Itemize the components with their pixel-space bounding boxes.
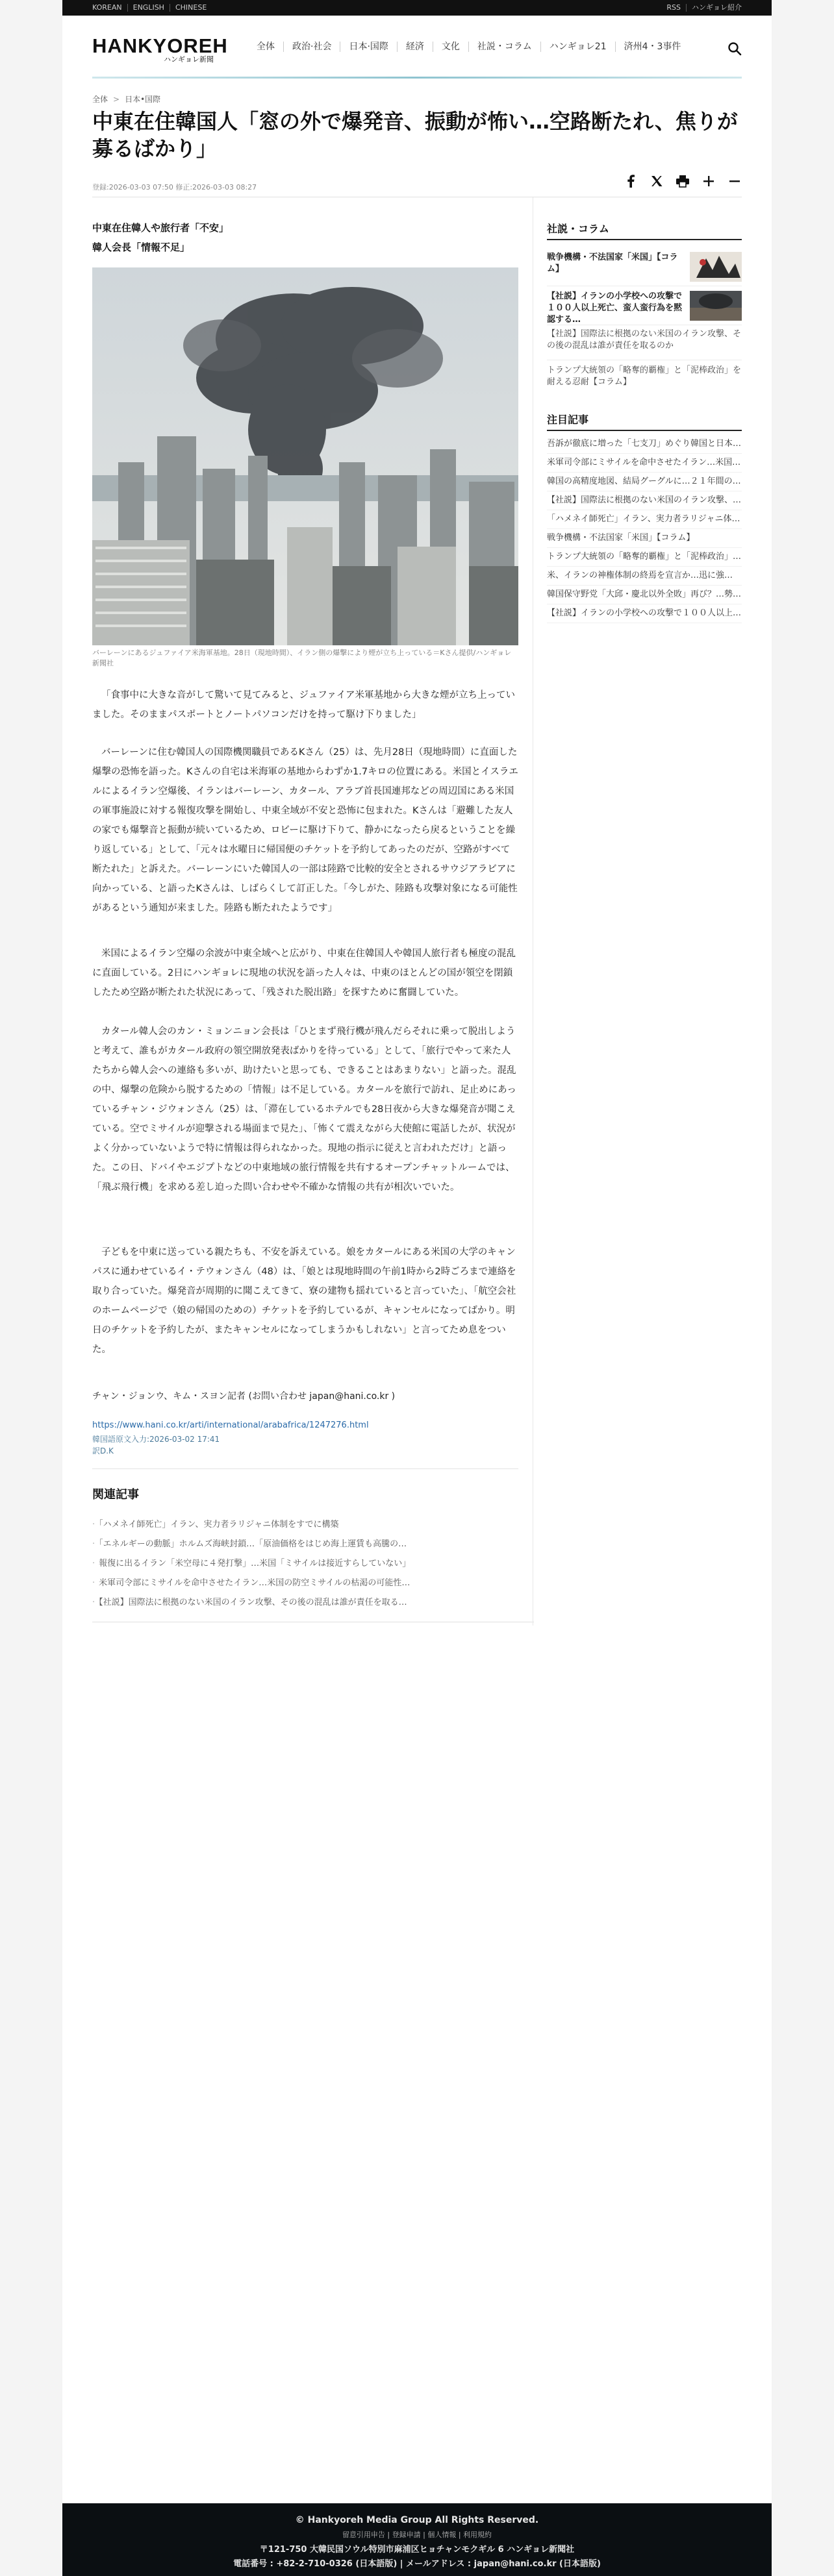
site-logo[interactable] bbox=[92, 36, 228, 64]
bullet-icon: · bbox=[92, 1520, 95, 1530]
logo-subtext: ハンギョレ新聞 bbox=[164, 55, 214, 64]
print-icon bbox=[676, 175, 690, 188]
footer-contact: 電話番号 : +82-2-710-0326 (日本語版) | メールアドレス : japan@hani.co.kr (日本語版) bbox=[233, 2559, 601, 2569]
site-header bbox=[92, 16, 742, 78]
breadcrumb bbox=[92, 93, 160, 105]
popular-article-link[interactable]: 【社説】国際法に根拠のない米国のイラン攻撃、… bbox=[547, 491, 742, 510]
nav-item-hankyoreh21[interactable]: ハンギョレ21 bbox=[540, 42, 615, 52]
sidebar-title-rule bbox=[547, 239, 742, 240]
sidebar-title-rule bbox=[547, 430, 742, 431]
article-subtitle: 中東在住韓人や旅行者「不安」 bbox=[92, 222, 229, 234]
bullet-icon: · bbox=[92, 1539, 95, 1549]
column-item-thumbnail bbox=[690, 291, 742, 321]
bullet-icon: · bbox=[92, 1598, 95, 1607]
related-article-link[interactable]: · 米軍司令部にミサイルを命中させたイラン…米国の防空ミサイルの枯渇の可能性… bbox=[92, 1578, 411, 1588]
article-body bbox=[92, 197, 534, 1626]
article-headline: 中東在住韓国人「窓の外で爆発音、振動が怖い…空路断たれ、焦りが募るばかり」 bbox=[92, 109, 738, 161]
column-item-title: 【社説】イランの小学校への攻撃で１００人以上死亡、蛮人蛮行為を黙認する… bbox=[547, 291, 683, 325]
article-paragraph: バーレーンに住む韓国人の国際機関職員であるKさん（25）は、先月28日（現地時間）に直面した爆撃の恐怖を語った。Kさんの自宅は米海軍の基地からわずか1.7キロの位置にある。米国とイスラエルによるイラン空爆後、イランはバーレーン、カタール、アラブ首長国連邦などの周辺国にある米国の軍事施設に対する報復攻撃を開始し、中東全域が不安と恐怖に包まれた。Kさんは「避難した友人の家でも爆撃音と振動が続いているため、ロビーに駆け下りて、静かになったら戻るということを繰り返している」として、「元々は水曜日に帰国便のチケットを予約してあったのだが、空路がすべて断たれた」と訴えた。バーレーンにいた韓国人の一部は陸路で比較的安全とされるサウジアラビアに向かっている、と語ったKさんは、しばらくして訂正した。「今しがた、陸路も攻撃対象になる可能性があるという通知が来ました。陸路も断たれたようです」 bbox=[92, 747, 518, 913]
article-dates: 登録:2026-03-03 07:50 修正:2026-03-03 08:27 bbox=[92, 183, 257, 192]
related-article-link[interactable]: · 【社説】国際法に根拠のない米国のイラン攻撃、その後の混乱は誰が責任を取る… bbox=[92, 1598, 407, 1607]
facebook-share-button[interactable] bbox=[624, 174, 638, 188]
nav-item-editorial-column[interactable]: 社説・コラム bbox=[468, 42, 540, 52]
article-byline: チャン・ジョンウ、キム・スヨン記者 (お問い合わせ japan@hani.co.kr ) bbox=[92, 1391, 396, 1402]
footer-links[interactable]: 留意引用申告 | 登録申請 | 個人情報 | 利用規約 bbox=[342, 2531, 492, 2539]
nav-item-all[interactable]: 全体 bbox=[257, 42, 275, 52]
related-articles-title: 関連記事 bbox=[92, 1488, 139, 1502]
nav-item-politics-society[interactable]: 政治·社会 bbox=[283, 42, 340, 52]
photo-caption: バーレーンにあるジュファイア米海軍基地。28日（現地時間）、イラン側の爆撃により煙が立ち上っている＝Kさん提供/ハンギョレ新聞社 bbox=[92, 649, 512, 667]
nav-item-economy[interactable]: 経済 bbox=[397, 42, 433, 52]
x-icon bbox=[650, 175, 663, 188]
column-item-thumbnail bbox=[690, 252, 742, 282]
bullet-icon: · bbox=[92, 1559, 95, 1568]
popular-article-link[interactable]: 米、イランの神権体制の終焉を宣言か…迅に強… bbox=[547, 567, 742, 586]
nav-item-jeju43[interactable]: 済州4・3事件 bbox=[615, 42, 690, 52]
search-icon[interactable] bbox=[727, 42, 742, 56]
column-item-title: トランプ大統領の「略奪的覇権」と「泥棒政治」を耐える忍耐【コラム】 bbox=[547, 365, 742, 387]
about-link[interactable]: ハンギョレ紹介 bbox=[692, 3, 742, 12]
column-item[interactable] bbox=[547, 365, 742, 388]
article-paragraph: 「食事中に大きな音がして驚いて見てみると、ジュファイア米軍基地から大きな煙が立ち上っていました。そのままパスポートとノートパソコンだけを持って駆け下りました」 bbox=[92, 690, 515, 720]
popular-article-link[interactable]: 吾訴が徹底に増った「七支刀」めぐり韓国と日本… bbox=[547, 435, 742, 454]
popular-article-link[interactable]: 「ハメネイ師死亡」イラン、実力者ラリジャニ体… bbox=[547, 510, 742, 529]
related-article-link[interactable]: · 報復に出るイラン「米空母に４発打撃」…米国「ミサイルは接近すらしていない」 bbox=[92, 1559, 411, 1568]
popular-article-link[interactable]: 米軍司令部にミサイルを命中させたイラン…米国… bbox=[547, 454, 742, 473]
rss-link[interactable]: RSS bbox=[661, 4, 687, 12]
popular-article-link[interactable]: 【社説】イランの小学校への攻撃で１００人以上… bbox=[547, 604, 742, 623]
breadcrumb-item-all[interactable]: 全体 bbox=[92, 95, 108, 104]
utility-bar bbox=[62, 0, 772, 16]
site-footer bbox=[62, 2503, 772, 2576]
related-articles-list bbox=[92, 1515, 518, 1613]
article-photo-image bbox=[92, 267, 518, 645]
lang-chinese-link[interactable]: CHINESE bbox=[175, 3, 207, 12]
utility-right-links bbox=[661, 4, 742, 12]
sidebar-column-title[interactable]: 社説・コラム bbox=[547, 223, 609, 235]
popular-article-link[interactable]: 戦争機構・不法国家「米国」【コラム】 bbox=[547, 529, 742, 548]
lang-english-link[interactable]: ENGLISH bbox=[128, 4, 170, 12]
nav-item-japan-international[interactable]: 日本·国際 bbox=[340, 42, 396, 52]
column-item[interactable] bbox=[547, 252, 742, 275]
column-item-title: 戦争機構・不法国家「米国」【コラム】 bbox=[547, 253, 678, 274]
print-button[interactable] bbox=[676, 174, 690, 188]
popular-articles-list bbox=[547, 435, 742, 623]
related-article-link[interactable]: · 「エネルギーの動脈」ホルムズ海峡封鎖…「原油価格をはじめ海上運賃も高騰の… bbox=[92, 1539, 407, 1549]
column-item-title: 【社説】国際法に根拠のない米国のイラン攻撃、その後の混乱は誰が責任を取るのか bbox=[547, 329, 742, 351]
main-nav bbox=[248, 42, 689, 52]
logo-wordmark: HANKYOREH bbox=[92, 34, 228, 57]
article-photo[interactable] bbox=[92, 267, 518, 645]
article-paragraph: 子どもを中東に送っている親たちも、不安を訴えている。娘をカタールにある米国の大学のキャンパスに通わせているイ・テウォンさん（48）は、「娘とは現地時間の午前1時から2時ごろまで連絡を取り合っていた。爆発音が周期的に聞こえてきて、寮の建物も揺れていると言っていた」、「航空会社のホームページで（娘の帰国のための）チケットを予約しているが、キャンセルになってばかり。明日のチケットを予約したが、またキャンセルになってしまうかもしれない」と言ってため息をついた。 bbox=[92, 1247, 516, 1355]
translator-credit: 訳D.K bbox=[92, 1446, 114, 1455]
popular-article-link[interactable]: 韓国保守野党「大邱・慶北以外全敗」再び？…勢… bbox=[547, 586, 742, 604]
facebook-icon bbox=[626, 175, 635, 188]
column-item[interactable] bbox=[547, 291, 742, 325]
footer-address: 〒121-750 大韓民国ソウル特別市麻浦区ヒョチャンモクギル 6 ハンギョレ新聞社 bbox=[259, 2545, 575, 2555]
article-paragraph: カタール韓人会のカン・ミョンニョン会長は「ひとまず飛行機が飛んだらそれに乗って脱出しようと考えて、誰もがカタール政府の領空開放発表ばかりを待っている」として、「旅行でやって来た人たちから韓人会への連絡も多いが、助けたいと思っても、できることはあまりない」と語った。混乱の中、爆撃の危険から脱するための「情報」は不足している。カタールを旅行で訪れ、足止めにあっているチャン・ジウォンさん（25）は、「滞在しているホテルでも28日夜から大きな爆発音が聞こえている。空でミサイルが迎撃される場面まで見た」、「怖くて震えながら大使館に電話したが、状況がよく分かっていないようで特に情報は得られなかった。現地の指示に従えと言われただけ」と語った。この日、ドバイやエジプトなどの中東地域の旅行情報を共有するオープンチャットルームでは、「飛ぶ飛行機」を求める差し迫った問い合わせや不確かな情報の共有が相次いでいた。 bbox=[92, 1026, 516, 1193]
language-links bbox=[92, 4, 212, 12]
minus-icon bbox=[728, 175, 741, 188]
x-share-button[interactable] bbox=[650, 174, 664, 188]
original-date: 韓国語原文入力:2026-03-02 17:41 bbox=[92, 1435, 220, 1444]
article-paragraph: 米国によるイラン空爆の余波が中東全域へと広がり、中東在住韓国人や韓国人旅行者も極度の混乱に直面している。2日にハンギョレに現地の状況を語った人々は、中東のほとんどの国が領空を閉鎖したため空路が断たれた状況にあって、「残された脱出路」を探すために奮闘していた。 bbox=[92, 948, 516, 998]
page-shell bbox=[62, 0, 772, 2576]
lang-korean-link[interactable]: KOREAN bbox=[92, 4, 128, 12]
bullet-icon: · bbox=[92, 1578, 95, 1588]
font-increase-button[interactable] bbox=[701, 174, 716, 188]
popular-article-link[interactable]: トランプ大統領の「略奪的覇権」と「泥棒政治」… bbox=[547, 548, 742, 567]
sidebar-popular-title: 注目記事 bbox=[547, 414, 589, 426]
related-article-link[interactable]: · 「ハメネイ師死亡」イラン、実力者ラリジャニ体制をすでに構築 bbox=[92, 1520, 339, 1530]
plus-icon bbox=[702, 175, 715, 188]
breadcrumb-item-section[interactable]: 日本•国際 bbox=[125, 95, 161, 104]
header-divider bbox=[92, 77, 742, 79]
font-decrease-button[interactable] bbox=[727, 174, 742, 188]
breadcrumb-separator: > bbox=[113, 95, 120, 104]
source-url-link[interactable]: https://www.hani.co.kr/arti/international/arabafrica/1247276.html bbox=[92, 1420, 369, 1430]
article-tools bbox=[624, 174, 742, 188]
footer-copyright: © Hankyoreh Media Group All Rights Reserved. bbox=[295, 2515, 539, 2525]
nav-item-culture[interactable]: 文化 bbox=[433, 42, 468, 52]
popular-article-link[interactable]: 韓国の高精度地図、結局グーグルに…２１年間の… bbox=[547, 473, 742, 491]
related-divider bbox=[92, 1468, 518, 1469]
column-item[interactable] bbox=[547, 328, 742, 352]
article-subtitle: 韓人会長「情報不足」 bbox=[92, 242, 190, 253]
